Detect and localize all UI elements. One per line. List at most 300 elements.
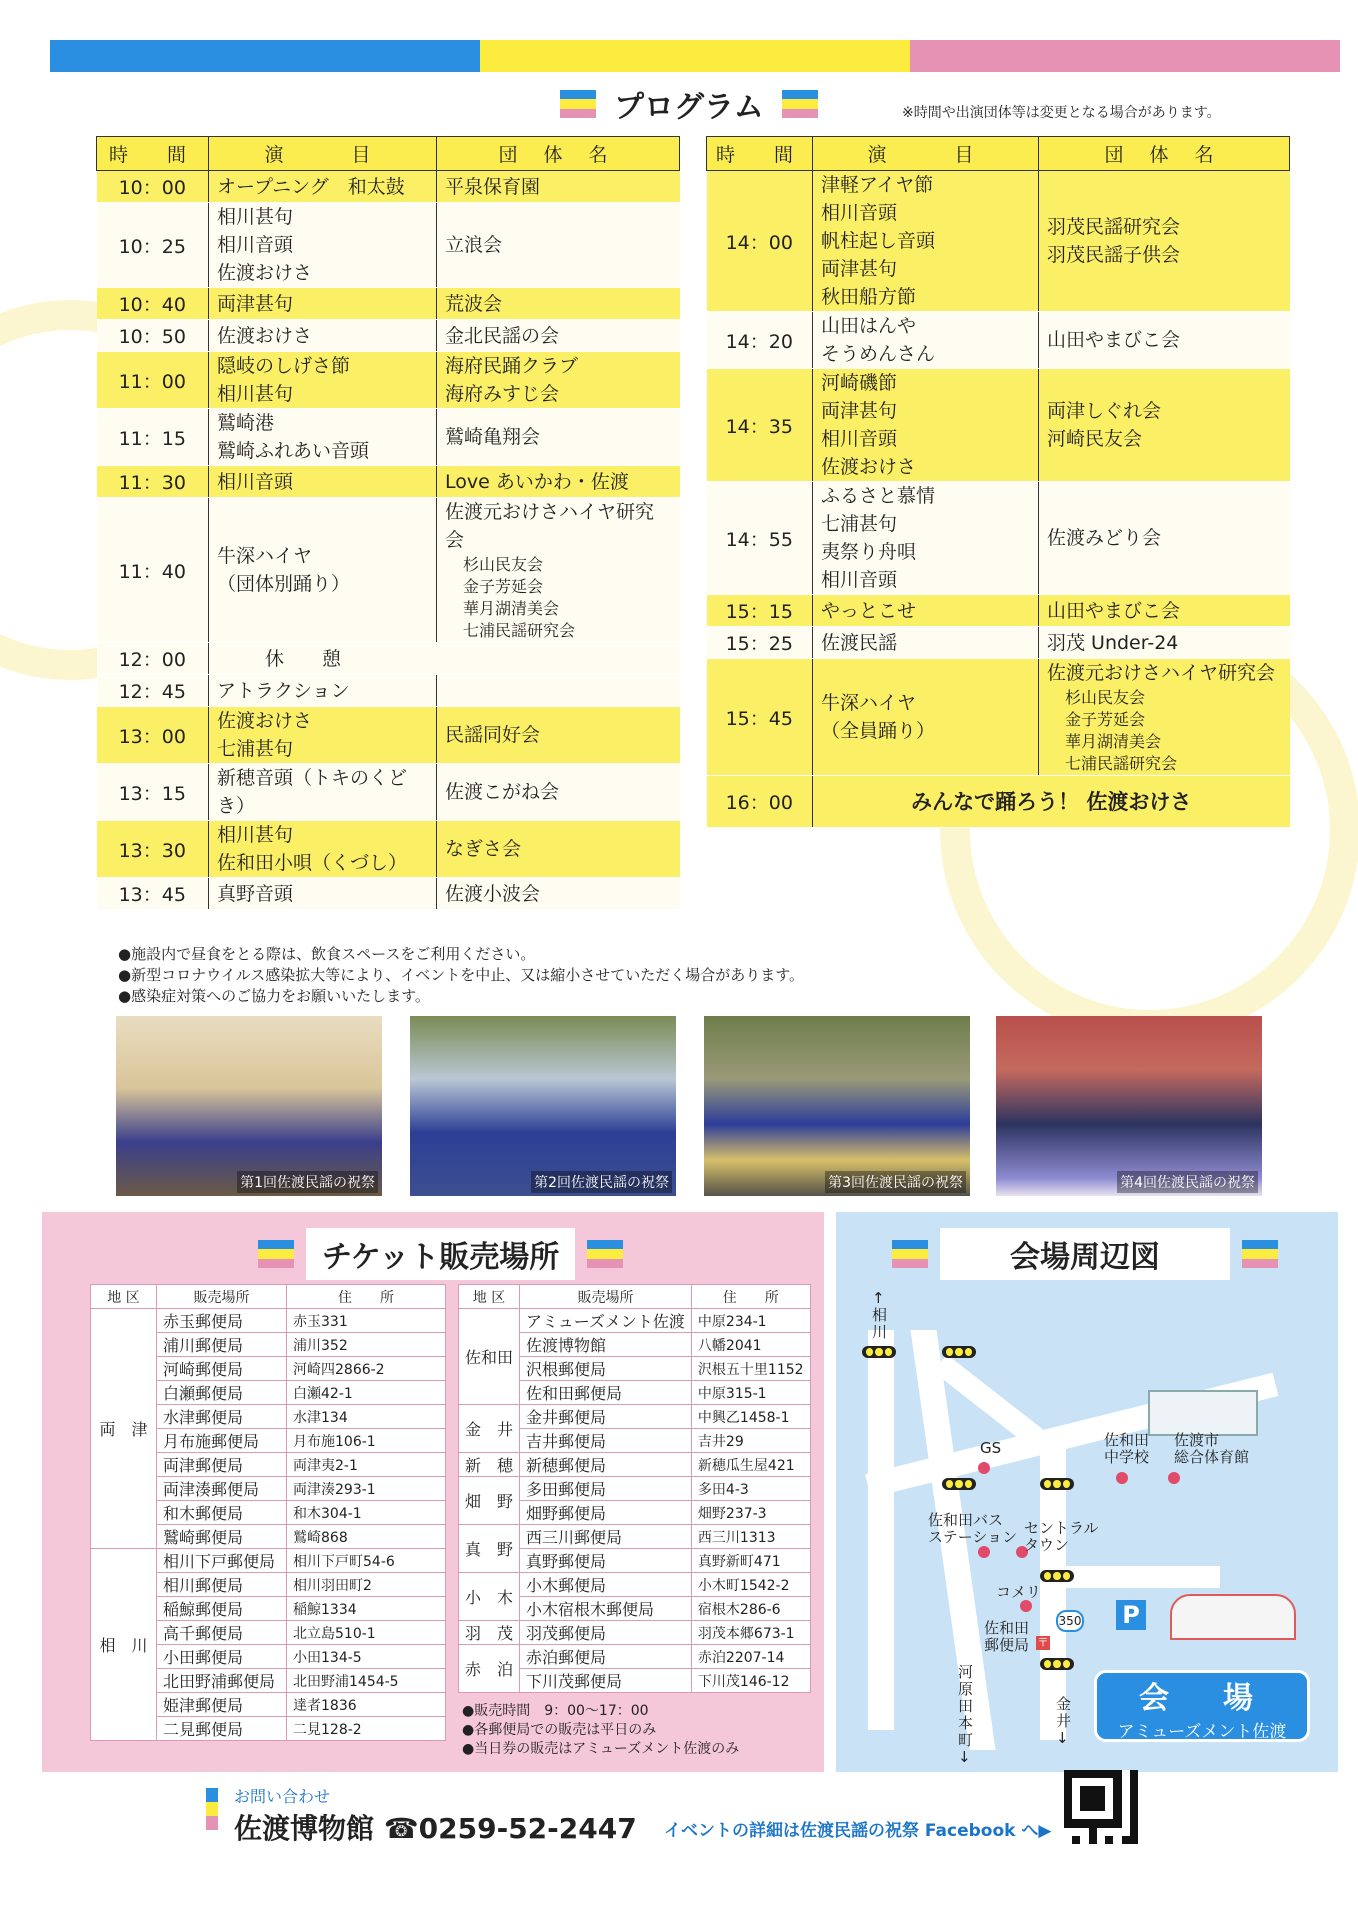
program-group-cell [437, 466, 680, 498]
program-row [97, 409, 680, 466]
program-time: 14：55 [707, 482, 813, 595]
ticket-table-right [458, 1284, 811, 1693]
program-table-afternoon [706, 136, 1290, 828]
ticket-region: 畑 野 [459, 1477, 520, 1525]
qr-cell [1130, 1803, 1138, 1811]
program-row [97, 352, 680, 409]
qr-cell [1089, 1811, 1097, 1819]
flag-icon [1242, 1240, 1278, 1268]
ticket-region: 両 津 [91, 1309, 157, 1549]
program-group: 両津しぐれ会 [1047, 400, 1162, 422]
program-row [97, 707, 680, 764]
program-item: 佐和田小唄（くづし） [217, 852, 408, 874]
ticket-address: 多田4-3 [691, 1477, 810, 1501]
qr-cell [1080, 1778, 1088, 1786]
program-group: 佐渡小波会 [445, 882, 541, 905]
program-group: 羽茂 Under-24 [1047, 631, 1179, 654]
ticket-row [91, 1309, 446, 1333]
program-time: 13：15 [97, 764, 209, 821]
qr-cell [1097, 1803, 1105, 1811]
program-item-cell [209, 466, 437, 498]
qr-cell [1130, 1836, 1138, 1844]
program-group-cell [437, 320, 680, 352]
ticket-place: 北田野浦郵便局 [157, 1669, 287, 1693]
qr-cell [1064, 1770, 1072, 1778]
qr-cell [1072, 1770, 1080, 1778]
qr-cell [1122, 1836, 1130, 1844]
ticket-region: 相 川 [91, 1549, 157, 1741]
program-group: 山田やまびこ会 [1047, 599, 1181, 622]
program-time: 12：00 [97, 643, 209, 675]
col-place: 販売場所 [520, 1285, 692, 1309]
gym-building-icon [1148, 1390, 1258, 1436]
ticket-address: 稲鯨1334 [287, 1597, 446, 1621]
col-item: 演 目 [209, 137, 437, 171]
program-row [97, 643, 680, 675]
program-subgroup: 七浦民謡研究会 [463, 621, 576, 640]
ticket-place: 高千郵便局 [157, 1621, 287, 1645]
qr-cell [1122, 1770, 1130, 1778]
ticket-place: 相川郵便局 [157, 1573, 287, 1597]
ticket-row [459, 1309, 811, 1333]
label-kawaharada: 河原田本町↓ [958, 1663, 974, 1766]
program-item-cell [813, 482, 1039, 595]
ticket-place: 羽茂郵便局 [520, 1621, 692, 1645]
qr-cell [1122, 1778, 1130, 1786]
qr-cell [1072, 1795, 1080, 1803]
program-item: 佐渡おけさ [217, 262, 313, 284]
ticket-region: 真 野 [459, 1525, 520, 1573]
program-item-cell [209, 643, 680, 675]
qr-cell [1072, 1828, 1080, 1836]
ticket-address: 鷲崎868 [287, 1525, 446, 1549]
label-school: 佐和田 中学校 [1104, 1431, 1150, 1466]
ticket-row [459, 1453, 811, 1477]
ticket-address: 河崎四2866-2 [287, 1357, 446, 1381]
ticket-address: 小田134-5 [287, 1645, 446, 1669]
program-row [707, 482, 1290, 595]
program-item: やっとこせ [821, 599, 917, 622]
program-table-morning [96, 136, 680, 910]
ticket-address: 小木町1542-2 [691, 1573, 810, 1597]
program-row [97, 498, 680, 643]
note-item: ●施設内で昼食をとる際は、飲食スペースをご利用ください。 [118, 945, 536, 963]
museum-name: 佐渡博物館 [234, 1812, 375, 1845]
contact-label: お問い合わせ [234, 1787, 331, 1806]
program-item-cell [813, 776, 1290, 828]
phone-number[interactable]: ☎0259-52-2447 [383, 1812, 637, 1845]
ticket-address: 月布施106-1 [287, 1429, 446, 1453]
ticket-place: 下川茂郵便局 [520, 1669, 692, 1693]
traffic-signal-icon [1040, 1570, 1074, 1582]
program-item: 七浦甚句 [821, 513, 898, 535]
ticket-region: 赤 泊 [459, 1645, 520, 1693]
program-item-cell [209, 675, 437, 707]
program-group: 平泉保育園 [445, 175, 541, 198]
program-item-cell [813, 595, 1039, 627]
qr-cell [1105, 1795, 1113, 1803]
program-item: オープニング 和太鼓 [217, 175, 405, 198]
program-group-cell [437, 203, 680, 288]
program-item: みんなで踊ろう！ 佐渡おけさ [911, 789, 1192, 814]
notes-list [118, 944, 804, 1007]
program-row [97, 466, 680, 498]
program-group: 金北民謡の会 [445, 324, 560, 347]
ticket-note: ●当日券の販売はアミューズメント佐渡のみ [462, 1741, 740, 1757]
road [868, 1330, 894, 1730]
ticket-heading [258, 1228, 623, 1280]
qr-cell [1122, 1803, 1130, 1811]
ticket-row [459, 1525, 811, 1549]
program-row [707, 595, 1290, 627]
program-item: 牛深ハイヤ [217, 545, 313, 567]
program-group: 佐渡みどり会 [1047, 527, 1162, 549]
qr-cell [1105, 1836, 1113, 1844]
program-group-cell [437, 171, 680, 203]
program-group: Love あいかわ・佐渡 [445, 470, 629, 493]
qr-cell [1113, 1795, 1121, 1803]
ticket-address: 赤玉331 [287, 1309, 446, 1333]
ticket-address: 真野新町471 [691, 1549, 810, 1573]
ticket-place: 小田郵便局 [157, 1645, 287, 1669]
qr-cell [1113, 1786, 1121, 1794]
ticket-place: 水津郵便局 [157, 1405, 287, 1429]
qr-cell [1097, 1770, 1105, 1778]
qr-cell [1064, 1778, 1072, 1786]
program-notice: ※時間や出演団体等は変更となる場合があります。 [902, 105, 1221, 121]
label-bus-station: 佐和田バス ステーション [928, 1511, 1018, 1546]
program-group-cell [1039, 659, 1290, 776]
qr-cell [1105, 1803, 1113, 1811]
program-group: 海府みすじ会 [445, 383, 560, 405]
ticket-place: 赤玉郵便局 [157, 1309, 287, 1333]
program-item-cell [209, 352, 437, 409]
ticket-place: 真野郵便局 [520, 1549, 692, 1573]
qr-cell [1072, 1836, 1080, 1844]
qr-cell [1122, 1811, 1130, 1819]
program-subgroup: 華月湖清美会 [463, 599, 560, 618]
program-time: 11：40 [97, 498, 209, 643]
qr-cell [1089, 1828, 1097, 1836]
qr-cell [1113, 1770, 1121, 1778]
program-group: 羽茂民謡研究会 [1047, 216, 1181, 238]
program-group: 羽茂民謡子供会 [1047, 244, 1181, 266]
ticket-notes [462, 1702, 739, 1759]
program-item-cell [209, 878, 437, 910]
program-subgroup: 華月湖清美会 [1065, 732, 1162, 751]
program-row [97, 288, 680, 320]
program-time: 14：20 [707, 312, 813, 369]
ticket-address: 中原234-1 [691, 1309, 810, 1333]
ticket-address: 赤泊2207-14 [691, 1645, 810, 1669]
ticket-address: 北田野浦1454-5 [287, 1669, 446, 1693]
qr-cell [1105, 1778, 1113, 1786]
program-item: 両津甚句 [821, 400, 898, 422]
contact-line [234, 1807, 637, 1847]
program-item: そうめんさん [821, 343, 936, 365]
ticket-region: 羽 茂 [459, 1621, 520, 1645]
program-group-cell [1039, 369, 1290, 482]
qr-cell [1122, 1795, 1130, 1803]
landmark-dot [1020, 1600, 1032, 1612]
program-item: 相川音頭 [821, 202, 898, 224]
program-row [97, 320, 680, 352]
program-row [97, 675, 680, 707]
qr-cell [1064, 1819, 1072, 1827]
program-row [707, 627, 1290, 659]
ticket-place: 小木郵便局 [520, 1573, 692, 1597]
qr-cell [1072, 1786, 1080, 1794]
program-time: 11：00 [97, 352, 209, 409]
ticket-address: 水津134 [287, 1405, 446, 1429]
program-group-cell [437, 878, 680, 910]
program-item: 牛深ハイヤ [821, 692, 917, 714]
landmark-dot [1116, 1472, 1128, 1484]
ticket-address: 相川羽田町2 [287, 1573, 446, 1597]
ticket-address: 二見128-2 [287, 1717, 446, 1741]
program-group-cell [1039, 312, 1290, 369]
program-time: 15：45 [707, 659, 813, 776]
ticket-address: 浦川352 [287, 1333, 446, 1357]
ticket-note: ●販売時間 9：00～17：00 [462, 1703, 649, 1719]
venue-building-icon [1170, 1594, 1296, 1640]
facebook-link[interactable]: イベントの詳細は佐渡民謡の祝祭 Facebook へ▶ [664, 1821, 1052, 1841]
ticket-row [459, 1573, 811, 1597]
ticket-place: 金井郵便局 [520, 1405, 692, 1429]
photo-festival-3 [704, 1016, 970, 1196]
qr-cell [1122, 1819, 1130, 1827]
ticket-region: 金 井 [459, 1405, 520, 1453]
program-group-cell [1039, 482, 1290, 595]
program-subgroup: 七浦民謡研究会 [1065, 754, 1178, 773]
program-time: 11：30 [97, 466, 209, 498]
program-item: 鷲崎港 [217, 412, 275, 434]
program-subgroup: 金子芳延会 [1065, 710, 1146, 729]
program-time: 10：50 [97, 320, 209, 352]
program-time: 13：30 [97, 821, 209, 878]
qr-cell [1072, 1803, 1080, 1811]
ticket-place: 両津郵便局 [157, 1453, 287, 1477]
qr-cell [1122, 1828, 1130, 1836]
ticket-place: 新穂郵便局 [520, 1453, 692, 1477]
program-time: 13：45 [97, 878, 209, 910]
qr-cell [1113, 1803, 1121, 1811]
ticket-place: 佐渡博物館 [520, 1333, 692, 1357]
ticket-place: アミューズメント佐渡 [520, 1309, 692, 1333]
col-time: 時 間 [97, 137, 209, 171]
program-group: 佐渡元おけさハイヤ研究会 [445, 501, 655, 551]
qr-cell [1105, 1811, 1113, 1819]
ticket-place: 両津湊郵便局 [157, 1477, 287, 1501]
program-item: 隠岐のしげさ節 [217, 355, 351, 377]
qr-cell [1072, 1819, 1080, 1827]
footer-flag [206, 1788, 218, 1830]
qr-cell [1130, 1778, 1138, 1786]
program-item-cell [813, 659, 1039, 776]
photo-caption: 第4回佐渡民謡の祝祭 [1117, 1171, 1258, 1193]
program-time: 11：15 [97, 409, 209, 466]
program-item: 山田はんや [821, 315, 917, 337]
ticket-table-left [90, 1284, 446, 1741]
flag-icon [258, 1240, 294, 1268]
program-time: 15：15 [707, 595, 813, 627]
program-item: ふるさと慕情 [821, 485, 936, 507]
ticket-row [91, 1549, 446, 1573]
ticket-place: 姫津郵便局 [157, 1693, 287, 1717]
ticket-address: 八幡2041 [691, 1333, 810, 1357]
ticket-address: 吉井29 [691, 1429, 810, 1453]
qr-cell [1122, 1786, 1130, 1794]
qr-cell [1080, 1819, 1088, 1827]
traffic-signal-icon [1040, 1658, 1074, 1670]
ticket-region: 新 穂 [459, 1453, 520, 1477]
program-item-cell [209, 203, 437, 288]
map-title: 会場周辺図 [940, 1228, 1230, 1280]
qr-cell [1089, 1795, 1097, 1803]
qr-cell [1113, 1819, 1121, 1827]
ticket-place: 稲鯨郵便局 [157, 1597, 287, 1621]
program-item: 佐渡おけさ [217, 710, 313, 732]
program-item: 秋田船方節 [821, 286, 917, 308]
qr-cell [1064, 1786, 1072, 1794]
program-item-cell [813, 312, 1039, 369]
program-group: 佐渡元おけさハイヤ研究会 [1047, 662, 1276, 684]
qr-cell [1130, 1770, 1138, 1778]
program-row [707, 312, 1290, 369]
program-group-cell [1039, 171, 1290, 312]
qr-cell [1105, 1828, 1113, 1836]
venue-title: 会 場 [1139, 1681, 1265, 1716]
footer-contact [234, 1784, 637, 1847]
program-time: 14：35 [707, 369, 813, 482]
program-item: 津軽アイヤ節 [821, 174, 934, 196]
ticket-place: 白瀬郵便局 [157, 1381, 287, 1405]
qr-cell [1113, 1811, 1121, 1819]
ticket-place: 西三川郵便局 [520, 1525, 692, 1549]
qr-cell [1097, 1786, 1105, 1794]
program-group: 山田やまびこ会 [1047, 329, 1181, 351]
program-group-cell [437, 821, 680, 878]
photo-festival-1 [116, 1016, 382, 1196]
traffic-signal-icon [942, 1478, 976, 1490]
ticket-place: 浦川郵便局 [157, 1333, 287, 1357]
note-item: ●感染症対策へのご協力をお願いいたします。 [118, 987, 430, 1005]
qr-cell [1113, 1828, 1121, 1836]
program-group-cell [437, 409, 680, 466]
qr-cell [1064, 1836, 1072, 1844]
ticket-region: 佐和田 [459, 1309, 520, 1405]
program-group: 荒波会 [445, 292, 503, 315]
col-group: 団 体 名 [1039, 137, 1290, 171]
program-time: 16：00 [707, 776, 813, 828]
flag-icon [892, 1240, 928, 1268]
ticket-row [459, 1405, 811, 1429]
ticket-address: 両津湊293-1 [287, 1477, 446, 1501]
program-time: 12：45 [97, 675, 209, 707]
ticket-address: 和木304-1 [287, 1501, 446, 1525]
program-item-cell [209, 409, 437, 466]
qr-code-icon[interactable] [1064, 1770, 1138, 1844]
program-item-cell [813, 627, 1039, 659]
program-group: 海府民踊クラブ [445, 355, 579, 377]
program-time: 10：25 [97, 203, 209, 288]
program-time: 13：00 [97, 707, 209, 764]
ticket-address: 中興乙1458-1 [691, 1405, 810, 1429]
program-item: 相川音頭 [821, 428, 898, 450]
program-row [97, 764, 680, 821]
program-group: 民謡同好会 [445, 724, 541, 746]
note-item: ●新型コロナウイルス感染拡大等により、イベントを中止、又は縮小させていただく場合があります。 [118, 966, 804, 984]
qr-cell [1105, 1786, 1113, 1794]
qr-cell [1113, 1836, 1121, 1844]
program-group: 河崎民友会 [1047, 428, 1143, 450]
program-item: 相川音頭 [821, 569, 898, 591]
ticket-place: 鷲崎郵便局 [157, 1525, 287, 1549]
color-bar-yellow [480, 40, 910, 72]
program-item-cell [209, 498, 437, 643]
col-item: 演 目 [813, 137, 1039, 171]
col-group: 団 体 名 [437, 137, 680, 171]
qr-cell [1089, 1770, 1097, 1778]
col-address: 住 所 [691, 1285, 810, 1309]
qr-cell [1080, 1836, 1088, 1844]
label-post-office: 佐和田 郵便局 [984, 1619, 1030, 1654]
ticket-row [459, 1477, 811, 1501]
program-group: 立浪会 [445, 234, 503, 256]
label-komeri: コメリ [996, 1583, 1042, 1601]
ticket-place: 多田郵便局 [520, 1477, 692, 1501]
program-time: 15：25 [707, 627, 813, 659]
route-sign-icon: 350 [1056, 1610, 1084, 1632]
program-subgroup: 杉山民友会 [1065, 688, 1146, 707]
ticket-place: 和木郵便局 [157, 1501, 287, 1525]
ticket-address: 白瀬42-1 [287, 1381, 446, 1405]
qr-cell [1080, 1770, 1088, 1778]
program-item: 真野音頭 [217, 882, 294, 905]
ticket-region: 小 木 [459, 1573, 520, 1621]
program-time: 10：40 [97, 288, 209, 320]
program-title: プログラム [614, 90, 764, 125]
program-item: 夷祭り舟唄 [821, 541, 917, 563]
program-group: なぎさ会 [445, 838, 522, 860]
ticket-address: 北立島510-1 [287, 1621, 446, 1645]
qr-cell [1130, 1786, 1138, 1794]
program-heading [560, 82, 818, 126]
ticket-place: 月布施郵便局 [157, 1429, 287, 1453]
program-item: アトラクション [217, 679, 350, 702]
landmark-dot [978, 1462, 990, 1474]
qr-cell [1089, 1778, 1097, 1786]
program-group-cell [437, 288, 680, 320]
ticket-address: 両津夷2-1 [287, 1453, 446, 1477]
program-item: 七浦甚句 [217, 738, 294, 760]
qr-cell [1089, 1786, 1097, 1794]
program-time: 10：00 [97, 171, 209, 203]
program-group: 鷲崎亀翔会 [445, 426, 541, 448]
program-time: 14：00 [707, 171, 813, 312]
ticket-place: 佐和田郵便局 [520, 1381, 692, 1405]
qr-cell [1089, 1836, 1097, 1844]
flag-icon [587, 1240, 623, 1268]
ticket-title: チケット販売場所 [306, 1228, 575, 1280]
program-item: 相川音頭 [217, 470, 294, 493]
qr-cell [1089, 1803, 1097, 1811]
qr-cell [1064, 1795, 1072, 1803]
ticket-address: 西三川1313 [691, 1525, 810, 1549]
ticket-place: 畑野郵便局 [520, 1501, 692, 1525]
program-group-cell [1039, 627, 1290, 659]
program-item: （団体別踊り） [217, 573, 351, 595]
